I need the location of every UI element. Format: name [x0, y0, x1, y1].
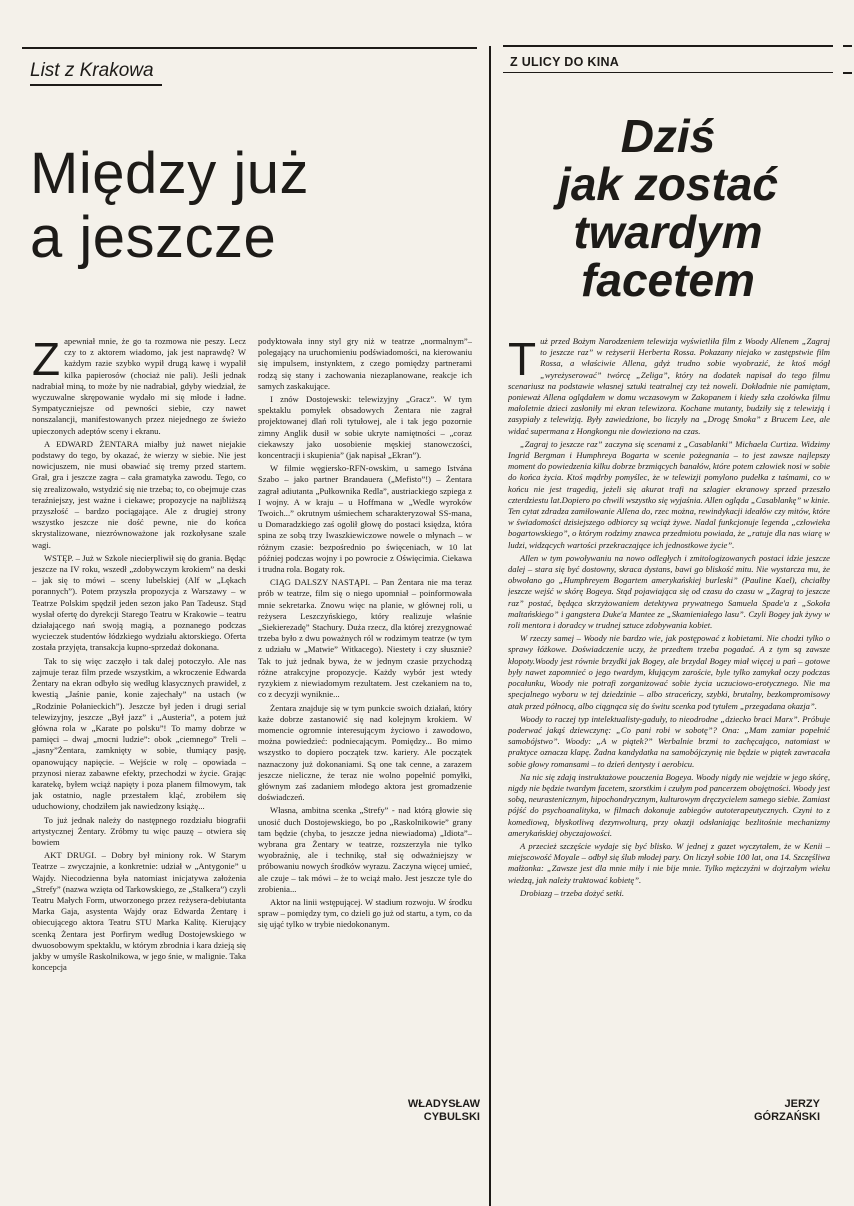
- title-line: Między już: [30, 141, 309, 206]
- article-title-right: [508, 112, 828, 304]
- edge-mark: [843, 45, 852, 47]
- paragraph: Drobiazg – trzeba dożyć setki.: [520, 887, 624, 898]
- paragraph: AKT DRUGI. – Dobry był miniony rok. W Starym Teatrze – zwyczajnie, a konkretnie: udział w „Antygonie” u Wajdy. Niecodzienna była natomiast inicjatywa założenia „Strefy” (nazwa wzięta od Tarkowskiego, ze „Stalkera”) czyli Teatru Małych Form, utworzonego przez reżysera-debiutanta Marka Gaja, asystenta Wajdy oraz Edwarda Żentarę i obiecującego aktora Teatru STU Marka Kalitę. Kierujący scenką Żentara jest Porfirym według Dostojewskiego w dwuosobowym spektaklu, w którym zbrodnia i kara dzieją się jakby w umyśle Raskolnikowa, w jego śnie, w malignie. Taka koncepcja: [32, 850, 246, 973]
- paragraph: WSTĘP. – Już w Szkole niecierpliwił się do grania. Będąc jeszcze na IV roku, wszedł „zdobywczym krokiem” na deski – jak się to mówi – sceny lubelskiej (Alf w „Lękach porannych”). Potem przyszła propozycja z Warszawy – w Teatrze Polskim spędził jeden sezon jako Pan Tadeusz. Stąd wysłał ofertę do dyrekcji Starego Teatru w Krakowie – teatru działającego nań swoją magią, a poznanego podczas wycieczek studentów łódzkiego wydziału aktorskiego. Oferta została przyjęta, transakcja kupno-sprzedaż dokonana.: [32, 552, 246, 653]
- edge-mark: [843, 72, 852, 74]
- paragraph: Tak to się więc zaczęło i tak dalej potoczyło. Ale nas zajmuje teraz film przede wszystkim, a wkroczenie Edwarda Żentary na ekran odbyło się według klasycznych prawideł, z kwestią „Jaśnie panie, konie zajechały” na ustach (w „Rodzinie Połanieckich”). Jeszcze był jeden i drugi serial telewizyjny, jeszcze „Był jazz” i „Austeria”, a potem już główna rola w „Karate po polsku”! To mamy dobrze w pamięci – dwaj „mocni ludzie”: obok „ciemnego” Treli – „jasny”Żentara, zamknięty w sobie, tłumiący pasję, opanowujący napięcie. – Wejście w rolę – opowiada – przynosi nieraz zabawne efekty, przechodzi w życie. Grając karatekę, byłem wciąż napięty i poza planem filmowym, tak jak ostatnio, nagle przestałem kląć, zrobiłem się uduchowiony, chodziłem jak nawiedzony książę...: [32, 655, 246, 812]
- title-line: a jeszcze: [30, 205, 277, 270]
- paragraph: Allen w tym powoływaniu na nowo odległych i zmitologizowanych postaci idzie jeszcze dalej – stara się być dostowny, skraca dystans, bawi go bliskość mitu. Nie wystarcza mu, że obwołano go „Humphreyem Bogartem amerykańskiej burleski” (Pauline Kael), chciałby jeszcze wejść w skórę Bogeya. Stąd pojawiająca się od czasu do czasu w „Zagraj to jeszcze raz” postać, będąca skrzyżowaniem detektywa prywatnego Samuela Spade'a z „Sokoła maltańskiego” i gangstera Duke'a Mantee ze „Skamieniałego lasu”. Czyli Bogey jak żywy w roli mentora i doradcy w trudnej sztuce zdobywania kobiet.: [508, 552, 830, 631]
- section-label-right: Z ULICY DO KINA: [510, 55, 620, 69]
- paragraph: Na nic się zdają instruktażowe pouczenia Bogeya. Woody nigdy nie wejdzie w jego skórę, nigdy nie będzie twardym facetem, szorstkim i czułym pod pancerzem obojętności. Woody jest sobą, neurastenicznym, hipochondrycznym, kulturowym dręczycielem samego siebie. Zamiast pójść do psychoanalityka, w filmach dokonuje zabiegów autoterapeutycznych. Czyni to z komediową, błyskotliwą dezynwolturą, przy okazji odsłaniając bezlitośnie mechanizmy amerykańskiej obyczajowości.: [508, 771, 830, 838]
- paragraph: A przecież szczęście wydaje się być blisko. W jednej z gazet wyczytałem, że w Kenii – miejscowość Moyale – odbył się ślub młodej pary. On liczył sobie 100 lat, ona 14. Szczęśliwa małżonka: „Zawsze jest dla mnie miły i nie bije mnie. Tylko mężczyźni w dojrzałym wieku wiedzą, jak należy traktować kobietę”.: [508, 840, 830, 885]
- article-column-3: [508, 336, 830, 1096]
- byline-line: GÓRZAŃSKI: [754, 1111, 820, 1123]
- title-line: facetem: [581, 254, 755, 306]
- top-rule-right: [503, 45, 833, 47]
- paragraph: A EDWARD ŻENTARA miałby już nawet niejakie podstawy do tego, by okazać, że wierzy w siebie. Nie jest nowicjuszem, nie musi obawiać się tremy przed startem. Grał, gra i jeszcze zagra – cała gramatyka zawodu. Tego, co się zrealizowało, wstydzić się nie trzeba; to, co obejmuje czas teraźniejszy, jest ważne i ciekawe; propozycje na najbliższą przyszłość – bardzo pociągające. Ale z drugiej strony wszystko jeszcze nie dość pewne, nie do końca skrystalizowane, niezrównoważone jak rozkołysane szale wagi.: [32, 438, 246, 550]
- top-rule-left: [22, 47, 477, 49]
- paragraph: Żentara znajduje się w tym punkcie swoich działań, który każe dobrze zastanowić się nad kolejnym krokiem. W momencie ogromnie interesującym życiowo i zawodowo, można powiedzieć: podniecającym. Pomiędzy... Bo mimo wszystko to dopiero początek tzw. kariery. Ale początek naznaczony już dokonaniami. Są one tak cenne, a zarazem jeszcze nieliczne, że teraz nie wolno popełnić pomyłki, głównym zaś zadaniem młodego aktora jest gromadzenie doświadczeń.: [258, 702, 472, 803]
- paragraph: W rzeczy samej – Woody nie bardzo wie, jak postępować z kobietami. Nie chodzi tylko o sprawy łóżkowe. Doświadczenie uczy, że przedtem trzeba pogadać. A z tym są zawsze kłopoty.Woody jest równie brzydki jak Bogey, ale brzydal Bogey miał więcej u pań – gotowe były nawet zapomnieć o jego twardym, kłującym zaroście, byle tylko zamykał oczy podczas pocałunku, Woody nie potrafi zorganizować sobie życia uczuciowo-erotycznego. Nie ma specjalnego wyboru w tej dziedzinie – albo straceńczy, szybki, brutalny, bezkompromisowy atak przed północą, albo ciągnąca się do świtu scenka pod tytułem „przegadana okazja”.: [508, 633, 830, 711]
- paragraph: I znów Dostojewski: telewizyjny „Gracz”. W tym spektaklu pomyłek obsadowych Żentara nie zagrał projektowanej dlań roli tytułowej, ale i tak jego pozornie zimny Anglik dusił w sobie ukryte namiętności – „coraz ciekawszy jako uosobienie męskiej stanowczości, koncentracji i skupienia” (jak napisał „Ekran”).: [258, 394, 472, 461]
- paragraph: W filmie węgiersko-RFN-owskim, u samego Istvána Szabo – jako partner Brandauera („Mefisto”!) – Żentara zagrał adiutanta „Pułkownika Redla”, austriackiego szpiega z I wojny. A w kraju – u Hoffmana w „Wedle wyroków Twoich...” okrutnym uśmiechem scharakteryzował SS-mana, u Domaradzkiego zaś ogolił głowę do postaci księdza, która spina ze sobą trzy Iwaszkiewiczowe nowele o młynach – w różnym czasie: bezpośrednio po święceniach, w 10 lat później podczas wojny i po powrocie z Oświęcimia. Ciekawa i trudna rola. Bogaty rok.: [258, 463, 472, 575]
- paragraph: „Zagraj to jeszcze raz” zaczyna się scenami z „Casablanki” Michaela Curtiza. Widzimy Ingrid Bergman i Humphreya Bogarta w scenie pożegnania – to jest zawsze najlepszy moment do powiedzenia kilku dobrze brzmiących banałów, które potem człowiek nosi w sobie do końca życia. Ktoś mądrby pomyślec, że w telewizji pomylono pudełka z taśmami, co w końcu nie jest tragedią, jeżeli się akurat trafi na szlagier ekranowy sprzed przeszło czterdziestu lat.Dopiero po chwili wszystko się wyjaśnia. Allen ogląda „Casablankę” w kinie. Ten cytat zdradza zamiłowanie Allena do, rzec można, rewindykacji ideałów czy mitów, które w świadomości dzisiejszego odbiorcy są wciąż żywe. Nadal funkcjonuje legenda „człowieka bogartowskiego”, o którym rodzimy znawca przedmiotu powiada, że „ratuje dla nas wiarę w ludzi, widzących wartości przekraczające ich jednostkowe życie”.: [508, 438, 830, 550]
- byline-line: WŁADYSŁAW: [407, 1098, 480, 1110]
- paragraph: To już jednak należy do następnego rozdziału biografii artystycznej Żentary. Zróbmy tu więc pauzę – otwiera się bowiem: [32, 814, 246, 847]
- title-line: Dziś: [620, 110, 716, 162]
- paragraph: Tuż przed Bożym Narodzeniem telewizja wyświetliła film z Woody Allenem „Zagraj to jeszcze raz” w reżyserii Herberta Rossa. Pokazany niejako w zastępstwie film Rossa, a właściwie Allena, gdyż trudno sobie wyobrazić, że ktoś mógł „wyreżyserować” twórcę „Zeliga”, który na dodatek napisał do tego filmu scenariusz na podstawie własnej sztuki teatralnej czy też noweli. Dokładnie nie pamiętam, ponieważ Allena oglądałem w domu wczasowym w Zakopanem i kiedy szła czołówka filmu małoletnie dzieci zasłoniły mi ekran telewizora. Kochane mutanty, budziły się z telewizją i zasypiały z telewizją. Były zawiedzione, bo liczyły na „Drogę Smoka” z Brucem Lee, ale widać supermana z Hongkongu nie dowieziono na czas.: [508, 336, 830, 436]
- byline-left: [360, 1098, 480, 1124]
- paragraph: Własna, ambitna scenka „Strefy” - nad którą głowie się unosić duch Dostojewskiego, bo po „Raskolnikowie” grany tam będzie (chyba, to jeszcze jedna niewiadoma) „Idiota”– wybrana gra Żentary w teatrze, rozszerzyła nie tylko wyobraźnię, ale i technikę, stał się odważniejszy w próbowaniu nowych środków wyrazu. Zaczyna więcej umieć, ale czuje – tak mówi – że to wciąż mało. Jest jeszcze tyle do zrobienia...: [258, 805, 472, 894]
- article-column-2: [258, 336, 472, 1056]
- drop-cap: T: [508, 336, 537, 385]
- section-underline: [30, 84, 162, 86]
- column-divider: [489, 46, 491, 1206]
- byline-right: [700, 1098, 820, 1124]
- paragraph: Aktor na linii wstępującej. W stadium rozwoju. W środku spraw – pomiędzy tym, co dzieli go już od startu, a tym, co da się ująć tylko w trybie niedokonanym.: [258, 896, 472, 930]
- paragraph: CIĄG DALSZY NASTĄPI. – Pan Żentara nie ma teraz prób w teatrze, film się o niego upomniał – poinformowała mnie sekretarka. Znowu więc na planie, w głównej roli, u reżysera Leszczyńskiego, który realizuje właśnie „Siekierezadę” Stachury. Duża rzecz, dla której zrezygnować trzeba było z dwu poważnych ról w rodzimym teatrze (w tym z udziału w „Matwie” Witkacego). Niestety i czy słusznie? Tak to już jednak bywa, że w jednym czasie przychodzą różne atrakcyjne propozycje. Każdy wybór jest wtedy ryzykiem z niewiadomym rezultatem. Jest czekaniem na to, co z decyzji wyniknie...: [258, 577, 472, 700]
- section-rule-right: [503, 72, 833, 73]
- title-line: jak zostać: [558, 158, 778, 210]
- byline-line: CYBULSKI: [423, 1111, 480, 1123]
- paragraph: Zapewniał mnie, że go ta rozmowa nie peszy. Lecz czy to z aktorem wiadomo, jak jest naprawdę? W każdym razie szybko wypił drugą kawę i wypalił kilka papierosów (chociaż nie pali). Jeśli jednak nadrabiał miną, to może by nie nadrabiał, gdyby wiedział, że wyczuwalne skrępowanie wydało mi się młode i ładne. Sympatyczniejsze od pewności siebie, czy nawet nonszalancji, manifestowanych przez niejednego ze świeżo upieczonych adeptów sceny i ekranu.: [32, 336, 246, 436]
- title-line: twardym: [573, 206, 763, 258]
- paragraph: Woody to raczej typ intelektualisty-gaduły, to nieodrodne „dziecko braci Marx”. Próbuje poderwać jakąś dziewczynę: „Co pani robi w sobotę”? Ona: „Mam zamiar popełnić samobójstwo”. Woody: „A w piątek?” Werbalnie brzmi to zachęcająco, natomiast w praktyce oznacza klapę. Żadna kandydatka na samobójczynię nie będzie w piątek zawracała sobie głowy romansami – to dzień dentysty i aerobicu.: [508, 713, 830, 769]
- drop-cap: Z: [32, 336, 61, 385]
- article-title-left: [30, 142, 470, 270]
- section-label-left: List z Krakowa: [30, 60, 154, 81]
- byline-line: JERZY: [784, 1098, 820, 1110]
- article-column-1: [32, 336, 246, 1201]
- paragraph: podyktowała inny styl gry niż w teatrze „normalnym”– polegający na uruchomieniu podświadomości, na kierowaniu się impulsem, instynktem, z czego pomiędzy partnerami rodzą się stany i zachowania niezaplanowane, reakcje ich samych zaskakujące.: [258, 336, 472, 391]
